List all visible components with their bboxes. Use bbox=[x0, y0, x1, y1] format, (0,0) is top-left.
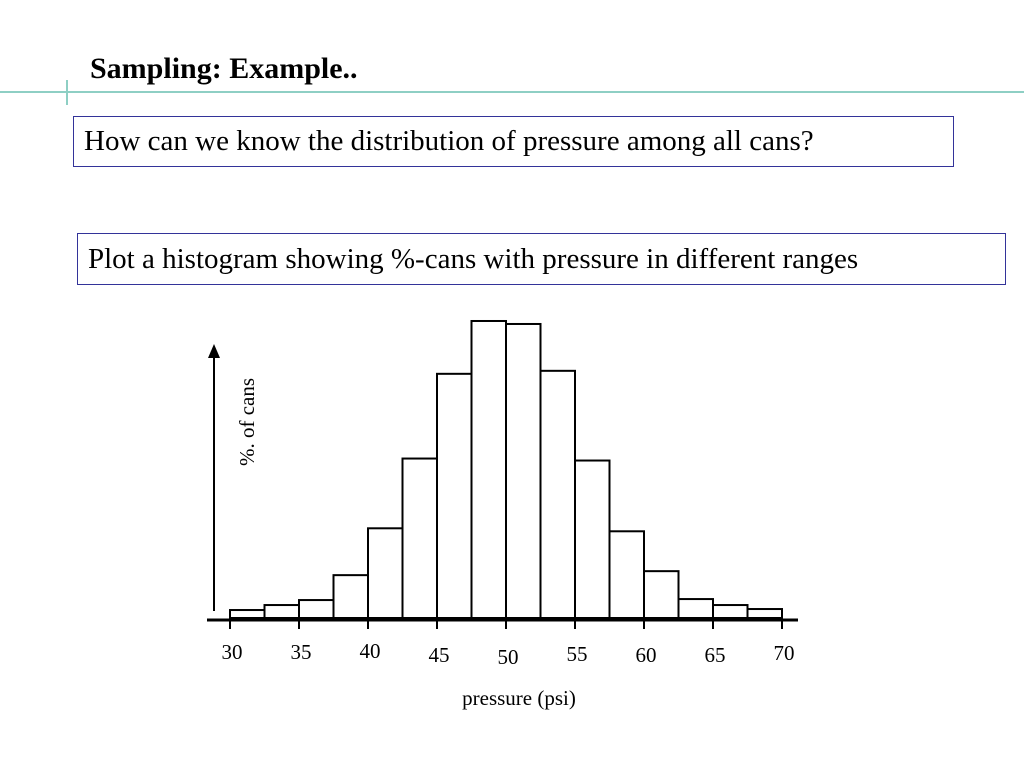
x-axis-label: pressure (psi) bbox=[462, 686, 576, 710]
x-tick-label: 40 bbox=[359, 639, 381, 663]
histogram-bars bbox=[230, 321, 782, 618]
x-tick-label: 45 bbox=[428, 643, 450, 667]
histogram-bar bbox=[644, 571, 679, 618]
x-tick-label: 30 bbox=[221, 640, 243, 664]
histogram-bar bbox=[437, 374, 472, 618]
histogram-bar bbox=[230, 610, 265, 618]
histogram-bar bbox=[299, 600, 334, 618]
histogram-bar bbox=[679, 599, 714, 618]
question-text: How can we know the distribution of pressure among all cans? bbox=[84, 125, 814, 157]
histogram-bar bbox=[748, 609, 783, 618]
y-axis-label: %. of cans bbox=[235, 377, 259, 467]
histogram-bar bbox=[713, 605, 748, 618]
histogram-bar bbox=[575, 461, 610, 618]
histogram-bar bbox=[472, 321, 507, 618]
x-tick-label: 65 bbox=[704, 643, 726, 667]
y-axis-arrowhead bbox=[208, 344, 220, 358]
x-tick-label: 35 bbox=[290, 640, 312, 664]
histogram-bar bbox=[610, 531, 645, 618]
histogram-bar bbox=[334, 575, 369, 618]
histogram-bar bbox=[403, 459, 438, 618]
x-tick-label: 60 bbox=[635, 643, 657, 667]
x-tick-label: 55 bbox=[566, 642, 588, 666]
histogram-bar bbox=[506, 324, 541, 618]
answer-text: Plot a histogram showing %-cans with pressure in different ranges bbox=[88, 242, 859, 275]
histogram-bar bbox=[265, 605, 300, 618]
slide-title: Sampling: Example.. bbox=[90, 52, 358, 85]
x-tick-label: 50 bbox=[497, 645, 519, 669]
histogram-bar bbox=[541, 371, 576, 618]
histogram-bar bbox=[368, 528, 403, 618]
x-tick-label: 70 bbox=[773, 641, 795, 665]
